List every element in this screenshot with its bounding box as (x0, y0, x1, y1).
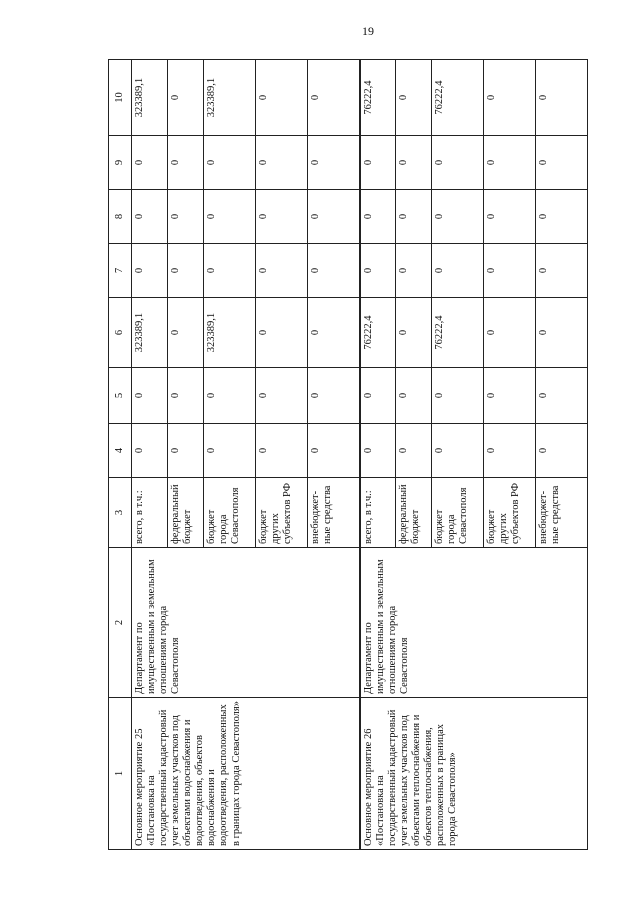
value-cell: 323389,1 (132, 60, 168, 136)
value-cell: 0 (132, 190, 168, 244)
value-cell: 323389,1 (132, 298, 168, 368)
value-cell: 0 (484, 298, 536, 368)
value-cell: 0 (396, 368, 432, 424)
value-cell: 0 (536, 60, 588, 136)
value-cell: 0 (536, 136, 588, 190)
value-cell: 0 (360, 190, 396, 244)
value-cell: 0 (256, 244, 308, 298)
value-cell: 0 (308, 298, 360, 368)
executor-cell: Департамент по имущественным и земельным отношениям города Севастополя (132, 548, 360, 698)
value-cell: 0 (432, 136, 484, 190)
value-cell: 0 (256, 368, 308, 424)
activity-name-cell: Основное мероприятие 25 «Постановка на государственный кадастровый учет земельных участков под объектами водоснабжения и водоотведения, объектов водоснабжения и водоотведения, расположенных в границах города Севастополя» (132, 698, 360, 850)
table-container (108, 60, 560, 850)
value-cell: 0 (204, 190, 256, 244)
value-cell: 0 (308, 244, 360, 298)
value-cell: 0 (396, 298, 432, 368)
header-cell: 1 (109, 698, 132, 850)
source-cell: федеральный бюджет (168, 478, 204, 548)
value-cell: 0 (256, 190, 308, 244)
value-cell: 0 (168, 190, 204, 244)
value-cell: 0 (256, 60, 308, 136)
table-row (132, 60, 168, 850)
value-cell: 0 (536, 190, 588, 244)
value-cell: 0 (432, 368, 484, 424)
value-cell: 0 (204, 368, 256, 424)
header-row (109, 60, 132, 850)
header-cell: 4 (109, 424, 132, 478)
value-cell: 0 (168, 60, 204, 136)
source-cell: бюджет других субъектов РФ (256, 478, 308, 548)
header-cell: 5 (109, 368, 132, 424)
value-cell: 0 (484, 424, 536, 478)
value-cell: 0 (396, 190, 432, 244)
value-cell: 0 (256, 136, 308, 190)
header-cell: 3 (109, 478, 132, 548)
value-cell: 0 (432, 424, 484, 478)
value-cell: 323389,1 (204, 298, 256, 368)
source-cell: бюджет города Севастополя (204, 478, 256, 548)
value-cell: 0 (432, 244, 484, 298)
value-cell: 0 (536, 368, 588, 424)
page-number: 19 (362, 24, 374, 38)
value-cell: 0 (484, 136, 536, 190)
source-cell: федеральный бюджет (396, 478, 432, 548)
value-cell: 0 (132, 244, 168, 298)
value-cell: 76222,4 (360, 298, 396, 368)
value-cell: 0 (396, 136, 432, 190)
value-cell: 0 (168, 298, 204, 368)
value-cell: 76222,4 (432, 298, 484, 368)
value-cell: 0 (536, 424, 588, 478)
source-cell: внебюджет-ные средства (308, 478, 360, 548)
value-cell: 0 (360, 368, 396, 424)
value-cell: 0 (360, 244, 396, 298)
value-cell: 0 (308, 60, 360, 136)
value-cell: 0 (536, 244, 588, 298)
value-cell: 323389,1 (204, 60, 256, 136)
value-cell: 0 (308, 136, 360, 190)
source-cell: всего, в т.ч.: (132, 478, 168, 548)
value-cell: 0 (132, 368, 168, 424)
value-cell: 0 (484, 60, 536, 136)
value-cell: 0 (168, 424, 204, 478)
source-cell: бюджет города Севастополя (432, 478, 484, 548)
source-cell: всего, в т.ч.: (360, 478, 396, 548)
table-row (360, 60, 396, 850)
value-cell: 0 (536, 298, 588, 368)
value-cell: 76222,4 (360, 60, 396, 136)
value-cell: 0 (168, 136, 204, 190)
value-cell: 0 (308, 424, 360, 478)
value-cell: 0 (396, 244, 432, 298)
value-cell: 0 (256, 298, 308, 368)
value-cell: 0 (204, 424, 256, 478)
value-cell: 0 (360, 136, 396, 190)
value-cell: 0 (396, 60, 432, 136)
value-cell: 0 (256, 424, 308, 478)
source-cell: бюджет других субъектов РФ (484, 478, 536, 548)
header-cell: 10 (109, 60, 132, 136)
value-cell: 0 (396, 424, 432, 478)
header-cell: 7 (109, 244, 132, 298)
source-cell: внебюджет-ные средства (536, 478, 588, 548)
value-cell: 0 (308, 190, 360, 244)
activity-name-cell: Основное мероприятие 26 «Постановка на государственный кадастровый учет земельных участков под объектами теплоснабжения и объектов теплоснабжения, расположенных в границах города Севастополя» (360, 698, 588, 850)
header-cell: 6 (109, 298, 132, 368)
executor-cell: Департамент по имущественным и земельным отношениям города Севастополя (360, 548, 588, 698)
value-cell: 0 (484, 244, 536, 298)
value-cell: 0 (308, 368, 360, 424)
value-cell: 0 (204, 244, 256, 298)
value-cell: 76222,4 (432, 60, 484, 136)
value-cell: 0 (168, 244, 204, 298)
value-cell: 0 (204, 136, 256, 190)
header-cell: 9 (109, 136, 132, 190)
value-cell: 0 (484, 190, 536, 244)
value-cell: 0 (132, 424, 168, 478)
value-cell: 0 (168, 368, 204, 424)
value-cell: 0 (484, 368, 536, 424)
header-cell: 2 (109, 548, 132, 698)
budget-table (108, 59, 588, 850)
value-cell: 0 (432, 190, 484, 244)
value-cell: 0 (132, 136, 168, 190)
value-cell: 0 (360, 424, 396, 478)
header-cell: 8 (109, 190, 132, 244)
